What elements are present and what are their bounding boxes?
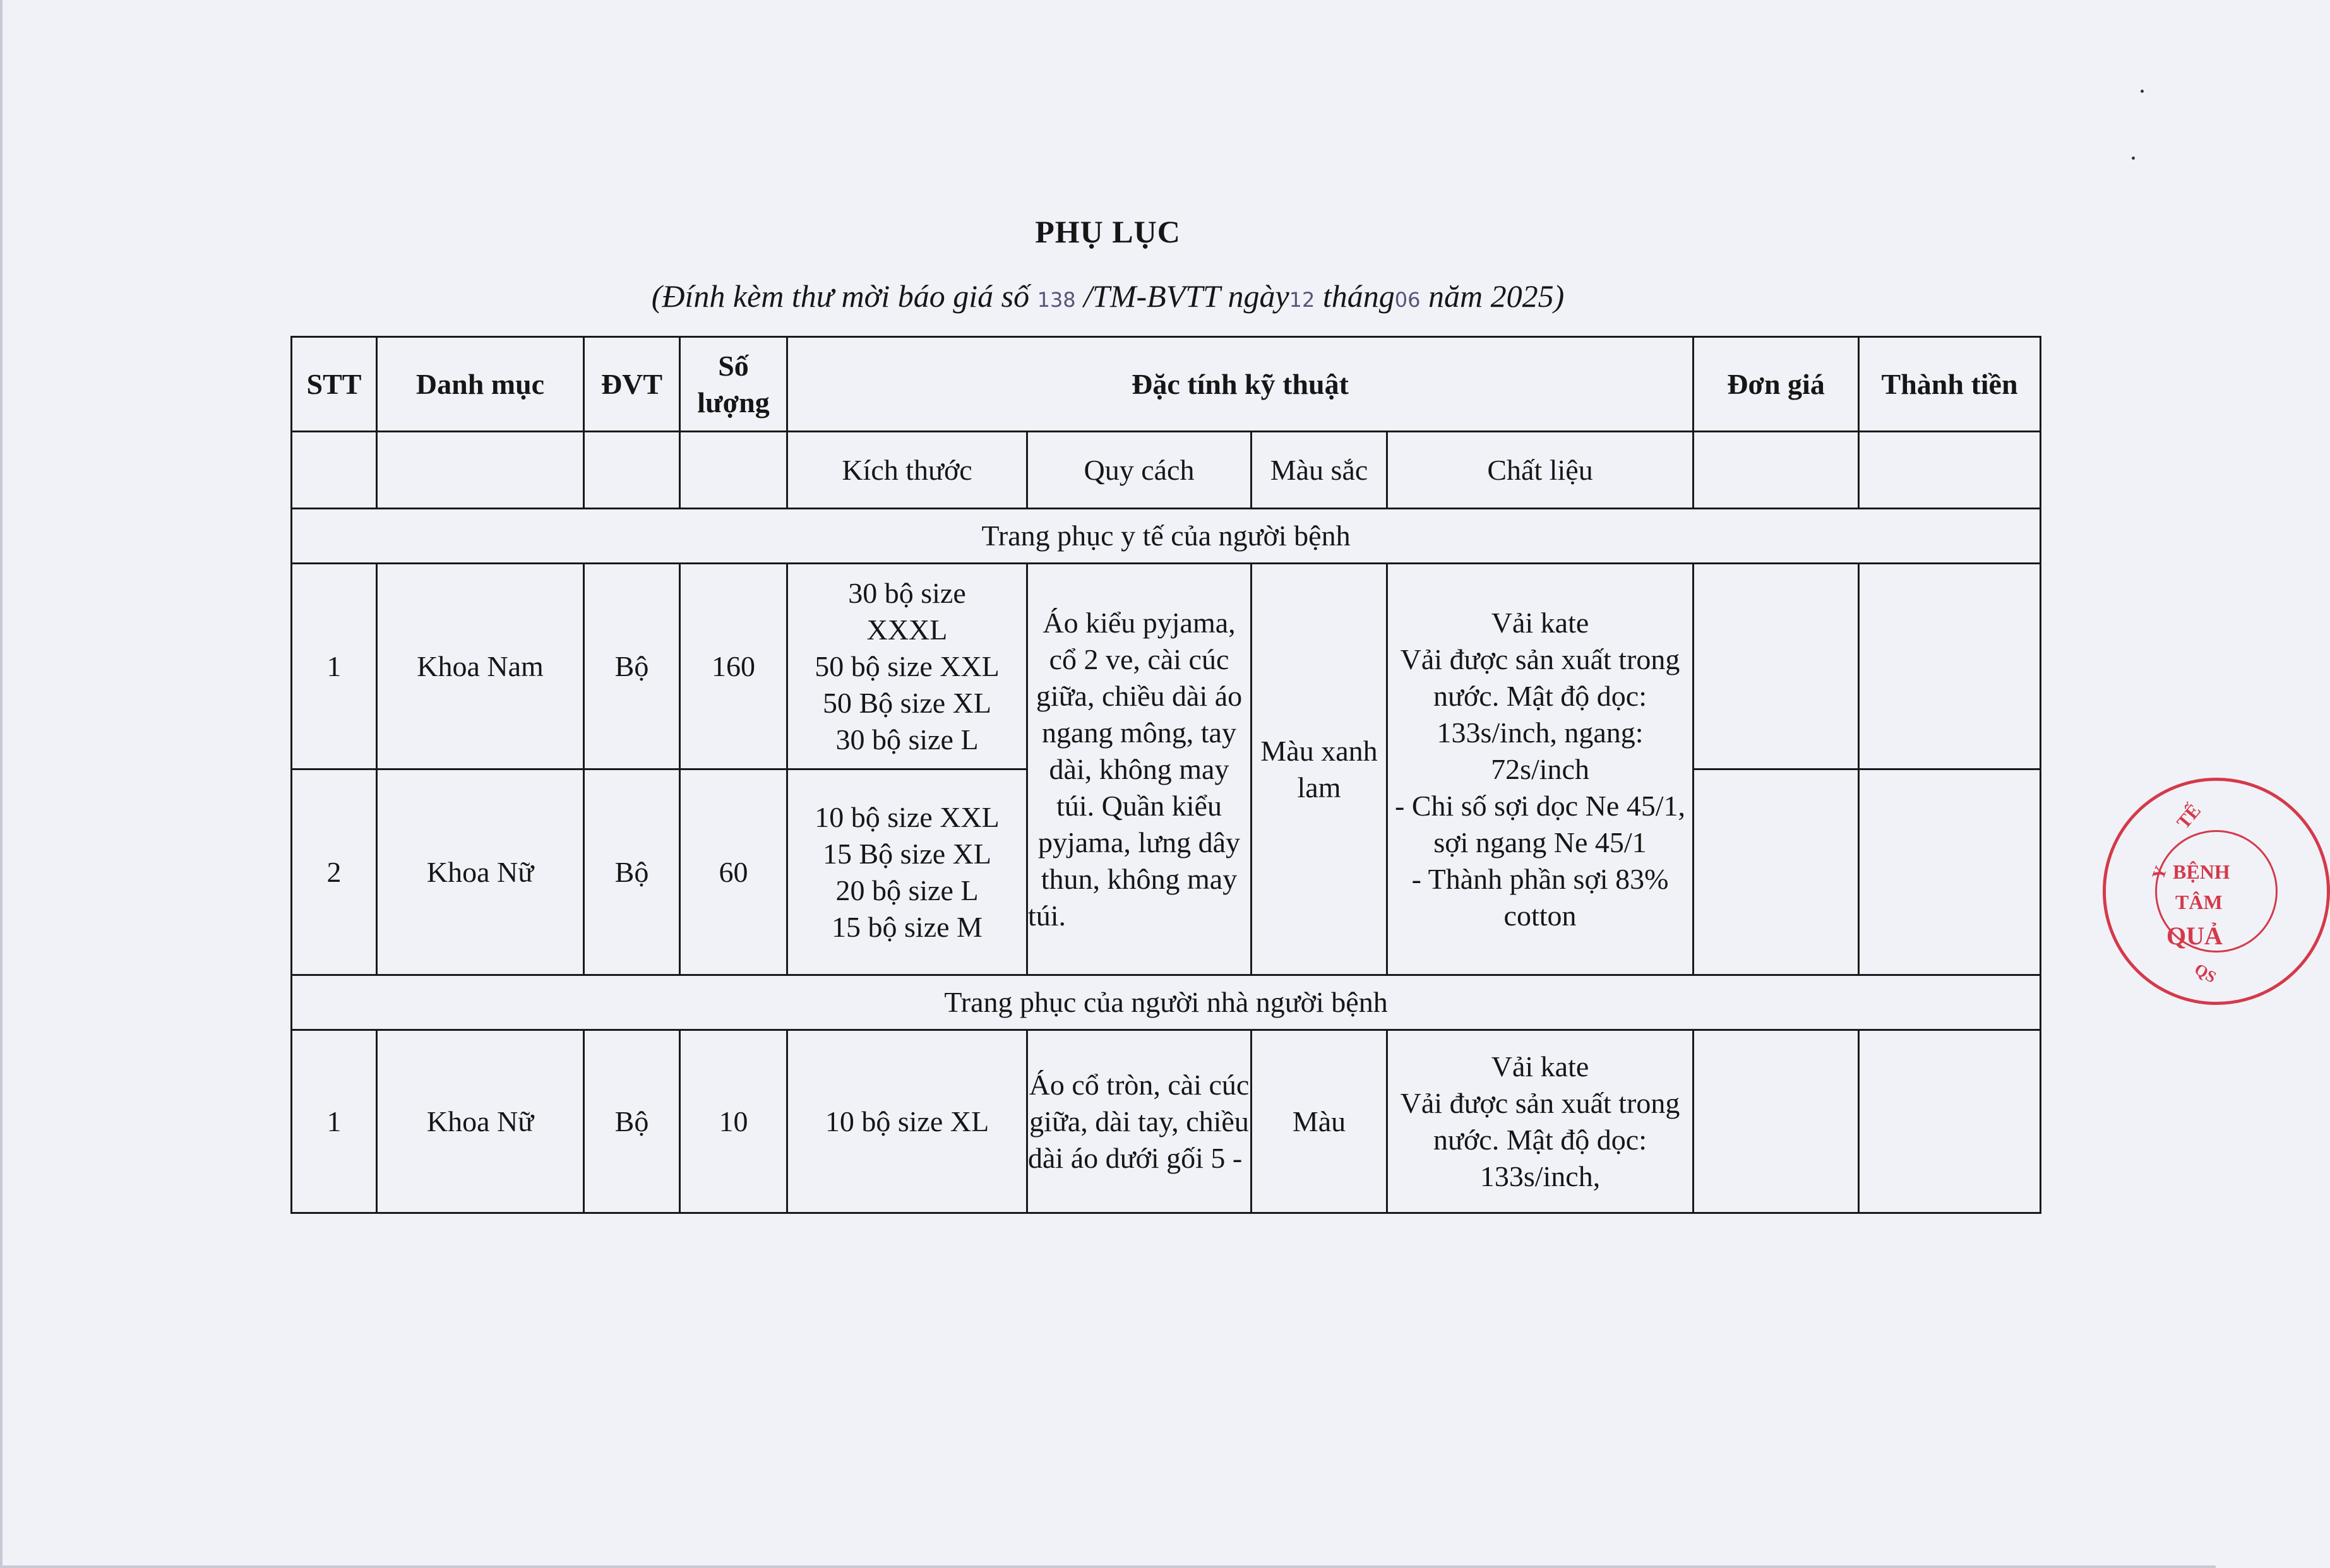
- section-row: [292, 975, 2041, 1030]
- cell-mau-sac: Màu: [1252, 1030, 1387, 1213]
- cell-thanh-tien: [1859, 769, 2041, 975]
- header-thanh-tien: Thành tiền: [1859, 337, 2041, 432]
- header-don-gia: Đơn giá: [1694, 337, 1859, 432]
- cell-chat-lieu: Vải kate Vải được sản xuất trong nước. Mật độ dọc: 133s/inch,: [1387, 1030, 1694, 1213]
- subtitle-suffix: năm 2025): [1420, 278, 1565, 314]
- empty-cell: [1859, 432, 2041, 509]
- scan-edge-bottom: [0, 1565, 2216, 1568]
- cell-stt: 1: [292, 564, 377, 769]
- table-row: [292, 1030, 2041, 1213]
- subheader-kich-thuoc: Kích thước: [787, 432, 1027, 509]
- cell-dvt: Bộ: [584, 769, 680, 975]
- cell-danh-muc: Khoa Nam: [377, 564, 584, 769]
- cell-kich-thuoc: 10 bộ size XL: [787, 1030, 1027, 1213]
- cell-kich-thuoc: 10 bộ size XXL 15 Bộ size XL 20 bộ size L 15 bộ size M: [787, 769, 1027, 975]
- document-subtitle: [0, 278, 2216, 314]
- scan-speck: [2141, 90, 2144, 93]
- seal-text: TÂM: [2175, 891, 2223, 913]
- cell-dvt: Bộ: [584, 1030, 680, 1213]
- cell-don-gia: [1694, 564, 1859, 769]
- document-title: PHỤ LỤC: [1035, 214, 1181, 249]
- seal-ring-text: TẾ: [2173, 800, 2206, 833]
- empty-cell: [292, 432, 377, 509]
- handwritten-number: 138: [1037, 288, 1076, 312]
- cell-stt: 1: [292, 1030, 377, 1213]
- cell-don-gia: [1694, 769, 1859, 975]
- official-seal: [2103, 778, 2330, 1005]
- cell-kich-thuoc: 30 bộ size XXXL 50 bộ size XXL 50 Bộ size XL 30 bộ size L: [787, 564, 1027, 769]
- subheader-quy-cach: Quy cách: [1027, 432, 1252, 509]
- empty-cell: [377, 432, 584, 509]
- cell-danh-muc: Khoa Nữ: [377, 769, 584, 975]
- handwritten-month: 06: [1394, 288, 1421, 312]
- seal-ring-text: QS: [2191, 959, 2219, 987]
- header-row: [292, 337, 2041, 432]
- cell-quy-cach: Áo kiểu pyjama, cổ 2 ve, cài cúc giữa, chiều dài áo ngang mông, tay dài, không may túi. Quần kiểu pyjama, lưng dây thun, không may túi.: [1027, 564, 1252, 975]
- section-title: Trang phục y tế của người bệnh: [292, 509, 2041, 564]
- table-row: [292, 564, 2041, 769]
- handwritten-day: 12: [1289, 288, 1315, 312]
- section-title: Trang phục của người nhà người bệnh: [292, 975, 2041, 1030]
- empty-cell: [584, 432, 680, 509]
- subheader-mau-sac: Màu sắc: [1252, 432, 1387, 509]
- header-so-luong: Số lượng: [680, 337, 787, 432]
- cell-mau-sac: Màu xanh lam: [1252, 564, 1387, 975]
- cell-thanh-tien: [1859, 564, 2041, 769]
- appendix-table: [290, 336, 2041, 1214]
- cell-so-luong: 60: [680, 769, 787, 975]
- cell-don-gia: [1694, 1030, 1859, 1213]
- subheader-row: [292, 432, 2041, 509]
- cell-thanh-tien: [1859, 1030, 2041, 1213]
- header-danh-muc: Danh mục: [377, 337, 584, 432]
- section-row: [292, 509, 2041, 564]
- header-stt: STT: [292, 337, 377, 432]
- seal-ring-text: Y: [2148, 864, 2172, 882]
- cell-so-luong: 160: [680, 564, 787, 769]
- cell-so-luong: 10: [680, 1030, 787, 1213]
- empty-cell: [1694, 432, 1859, 509]
- cell-dvt: Bộ: [584, 564, 680, 769]
- scan-speck: [2132, 157, 2135, 160]
- cell-stt: 2: [292, 769, 377, 975]
- header-dac-tinh: Đặc tính kỹ thuật: [787, 337, 1694, 432]
- cell-quy-cach: Áo cổ tròn, cài cúc giữa, dài tay, chiều dài áo dưới gối 5 -: [1027, 1030, 1252, 1213]
- subtitle-mid2: tháng: [1315, 278, 1395, 314]
- empty-cell: [680, 432, 787, 509]
- cell-chat-lieu: Vải kate Vải được sản xuất trong nước. Mật độ dọc: 133s/inch, ngang: 72s/inch - Chi số sợi dọc Ne 45/1, sợi ngang Ne 45/1 - Thành phần sợi 83% cotton: [1387, 564, 1694, 975]
- subtitle-prefix: (Đính kèm thư mời báo giá số: [651, 278, 1037, 314]
- subtitle-mid1: /TM-BVTT ngày: [1075, 278, 1289, 314]
- seal-text: BỆNH: [2173, 860, 2230, 883]
- seal-text: QUẢ: [2166, 922, 2223, 950]
- cell-danh-muc: Khoa Nữ: [377, 1030, 584, 1213]
- header-dvt: ĐVT: [584, 337, 680, 432]
- subheader-chat-lieu: Chất liệu: [1387, 432, 1694, 509]
